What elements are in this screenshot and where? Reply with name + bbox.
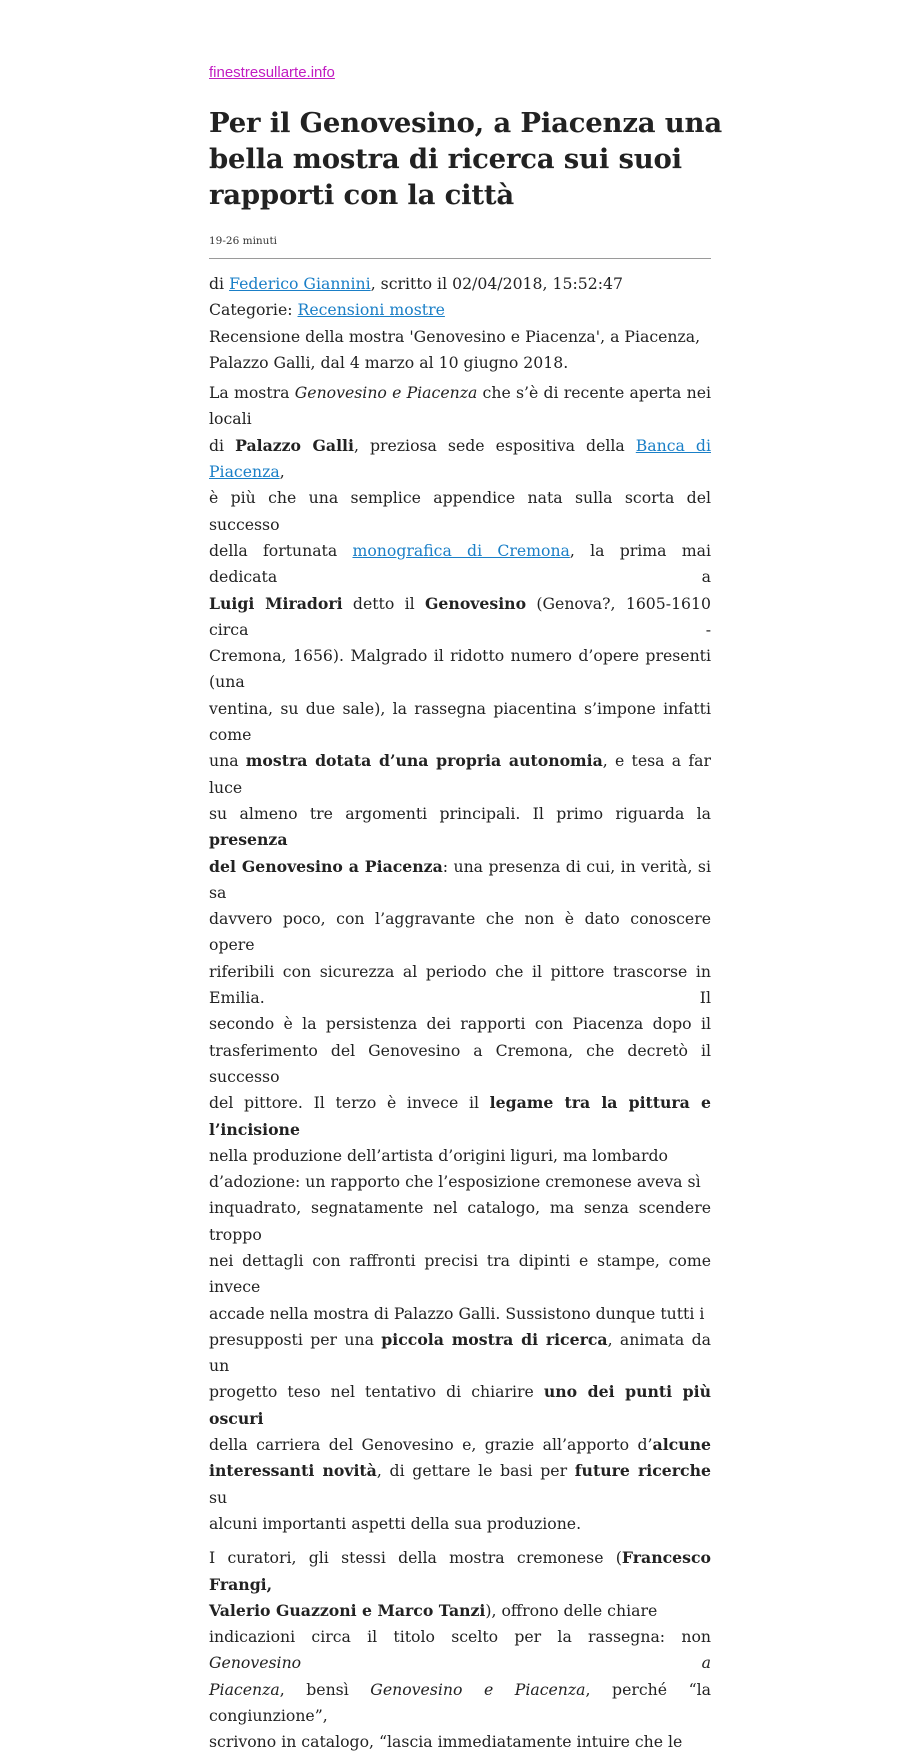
paragraph [209,380,711,1537]
monografica-cremona-link[interactable]: monografica di Cremona [352,540,570,560]
text-line: interessanti novità, di gettare le basi per future ricerche su [209,1461,711,1507]
review-info-line: Recensione della mostra 'Genovesino e Piacenza', a Piacenza, [209,326,701,346]
paragraph [209,1545,711,1755]
source-site-link[interactable]: finestresullarte.info [209,64,335,81]
reading-time: 19-26 minuti [209,235,278,247]
text-line: del Genovesino a Piacenza: una presenza di cui, in verità, si sa [209,856,711,902]
text-line: accade nella mostra di Palazzo Galli. Sussistono dunque tutti i [209,1303,705,1323]
article-meta [209,271,711,376]
text-line: indicazioni circa il titolo scelto per la rassegna: non Genovesino a [209,1627,711,1673]
text-line: Valerio Guazzoni e Marco Tanzi), offrono delle chiare [209,1600,658,1620]
text-line: è più che una semplice appendice nata sulla scorta del successo [209,488,711,534]
text-line: I curatori, gli stessi della mostra cremonese (Francesco Frangi, [209,1548,711,1594]
text-line: su almeno tre argomenti principali. Il primo riguarda la presenza [209,803,711,850]
article-body [209,380,711,1755]
text-line: una mostra dotata d’una propria autonomia, e tesa a far luce [209,751,711,797]
text-line: scrivono in catalogo, “lascia immediatamente intuire che le [209,1732,683,1752]
banca-di-piacenza-link[interactable]: Banca di Piacenza [209,435,711,482]
text-line: alcuni importanti aspetti della sua produzione. [209,1513,582,1533]
divider [209,258,711,259]
text-line: riferibili con sicurezza al periodo che il pittore trascorse in Emilia. Il [209,961,711,1008]
text-line: progetto teso nel tentativo di chiarire uno dei punti più oscuri [209,1382,711,1428]
text-line: Piacenza, bensì Genovesino e Piacenza, perché “la congiunzione”, [209,1679,711,1726]
title-line: rapporti con la città [209,179,515,211]
text-line: ventina, su due sale), la rassegna piacentina s’impone infatti come [209,698,711,745]
text-line: La mostra Genovesino e Piacenza che s’è di recente aperta nei locali [209,383,711,429]
text-line: nella produzione dell’artista d’origini liguri, ma lombardo [209,1145,668,1165]
byline [209,271,711,297]
text-line: di Palazzo Galli, preziosa sede espositiva della Banca di Piacenza, [209,435,711,482]
category-link[interactable]: Recensioni mostre [297,300,445,320]
text-line: inquadrato, segnatamente nel catalogo, ma senza scendere troppo [209,1198,711,1244]
text-line: presupposti per una piccola mostra di ricerca, animata da un [209,1329,711,1376]
text-line: nei dettagli con raffronti precisi tra dipinti e stampe, come invece [209,1250,711,1297]
text-line: secondo è la persistenza dei rapporti con Piacenza dopo il [209,1014,711,1034]
text-line: trasferimento del Genovesino a Cremona, che decretò il successo [209,1040,711,1086]
article-page [209,62,722,1764]
by-prefix: di [209,274,225,293]
publish-datetime: 02/04/2018, 15:52:47 [452,274,623,293]
title-line: Per il Genovesino, a Piacenza una [209,107,722,139]
category-label: Categorie: [209,300,293,320]
text-line: della fortunata monografica di Cremona, la prima mai dedicata a [209,540,711,587]
text-line: Luigi Miradori detto il Genovesino (Genova?, 1605-1610 circa - [209,593,711,639]
text-line: della carriera del Genovesino e, grazie all’apporto d’alcune [209,1435,711,1455]
text-line: Cremona, 1656). Malgrado il ridotto numero d’opere presenti (una [209,646,711,692]
text-line: del pittore. Il terzo è invece il legame tra la pittura e l’incisione [209,1093,711,1139]
review-info-line: Palazzo Galli, dal 4 marzo al 10 giugno 2018. [209,352,569,372]
text-line: davvero poco, con l’aggravante che non è dato conoscere opere [209,909,711,955]
text-line: d’adozione: un rapporto che l’esposizione cremonese aveva sì [209,1172,701,1192]
title-line: bella mostra di ricerca sui suoi [209,143,682,175]
written-prefix: , scritto il [370,274,448,293]
author-link[interactable]: Federico Giannini [229,274,371,293]
article-title [209,105,722,213]
category-line [209,297,711,323]
